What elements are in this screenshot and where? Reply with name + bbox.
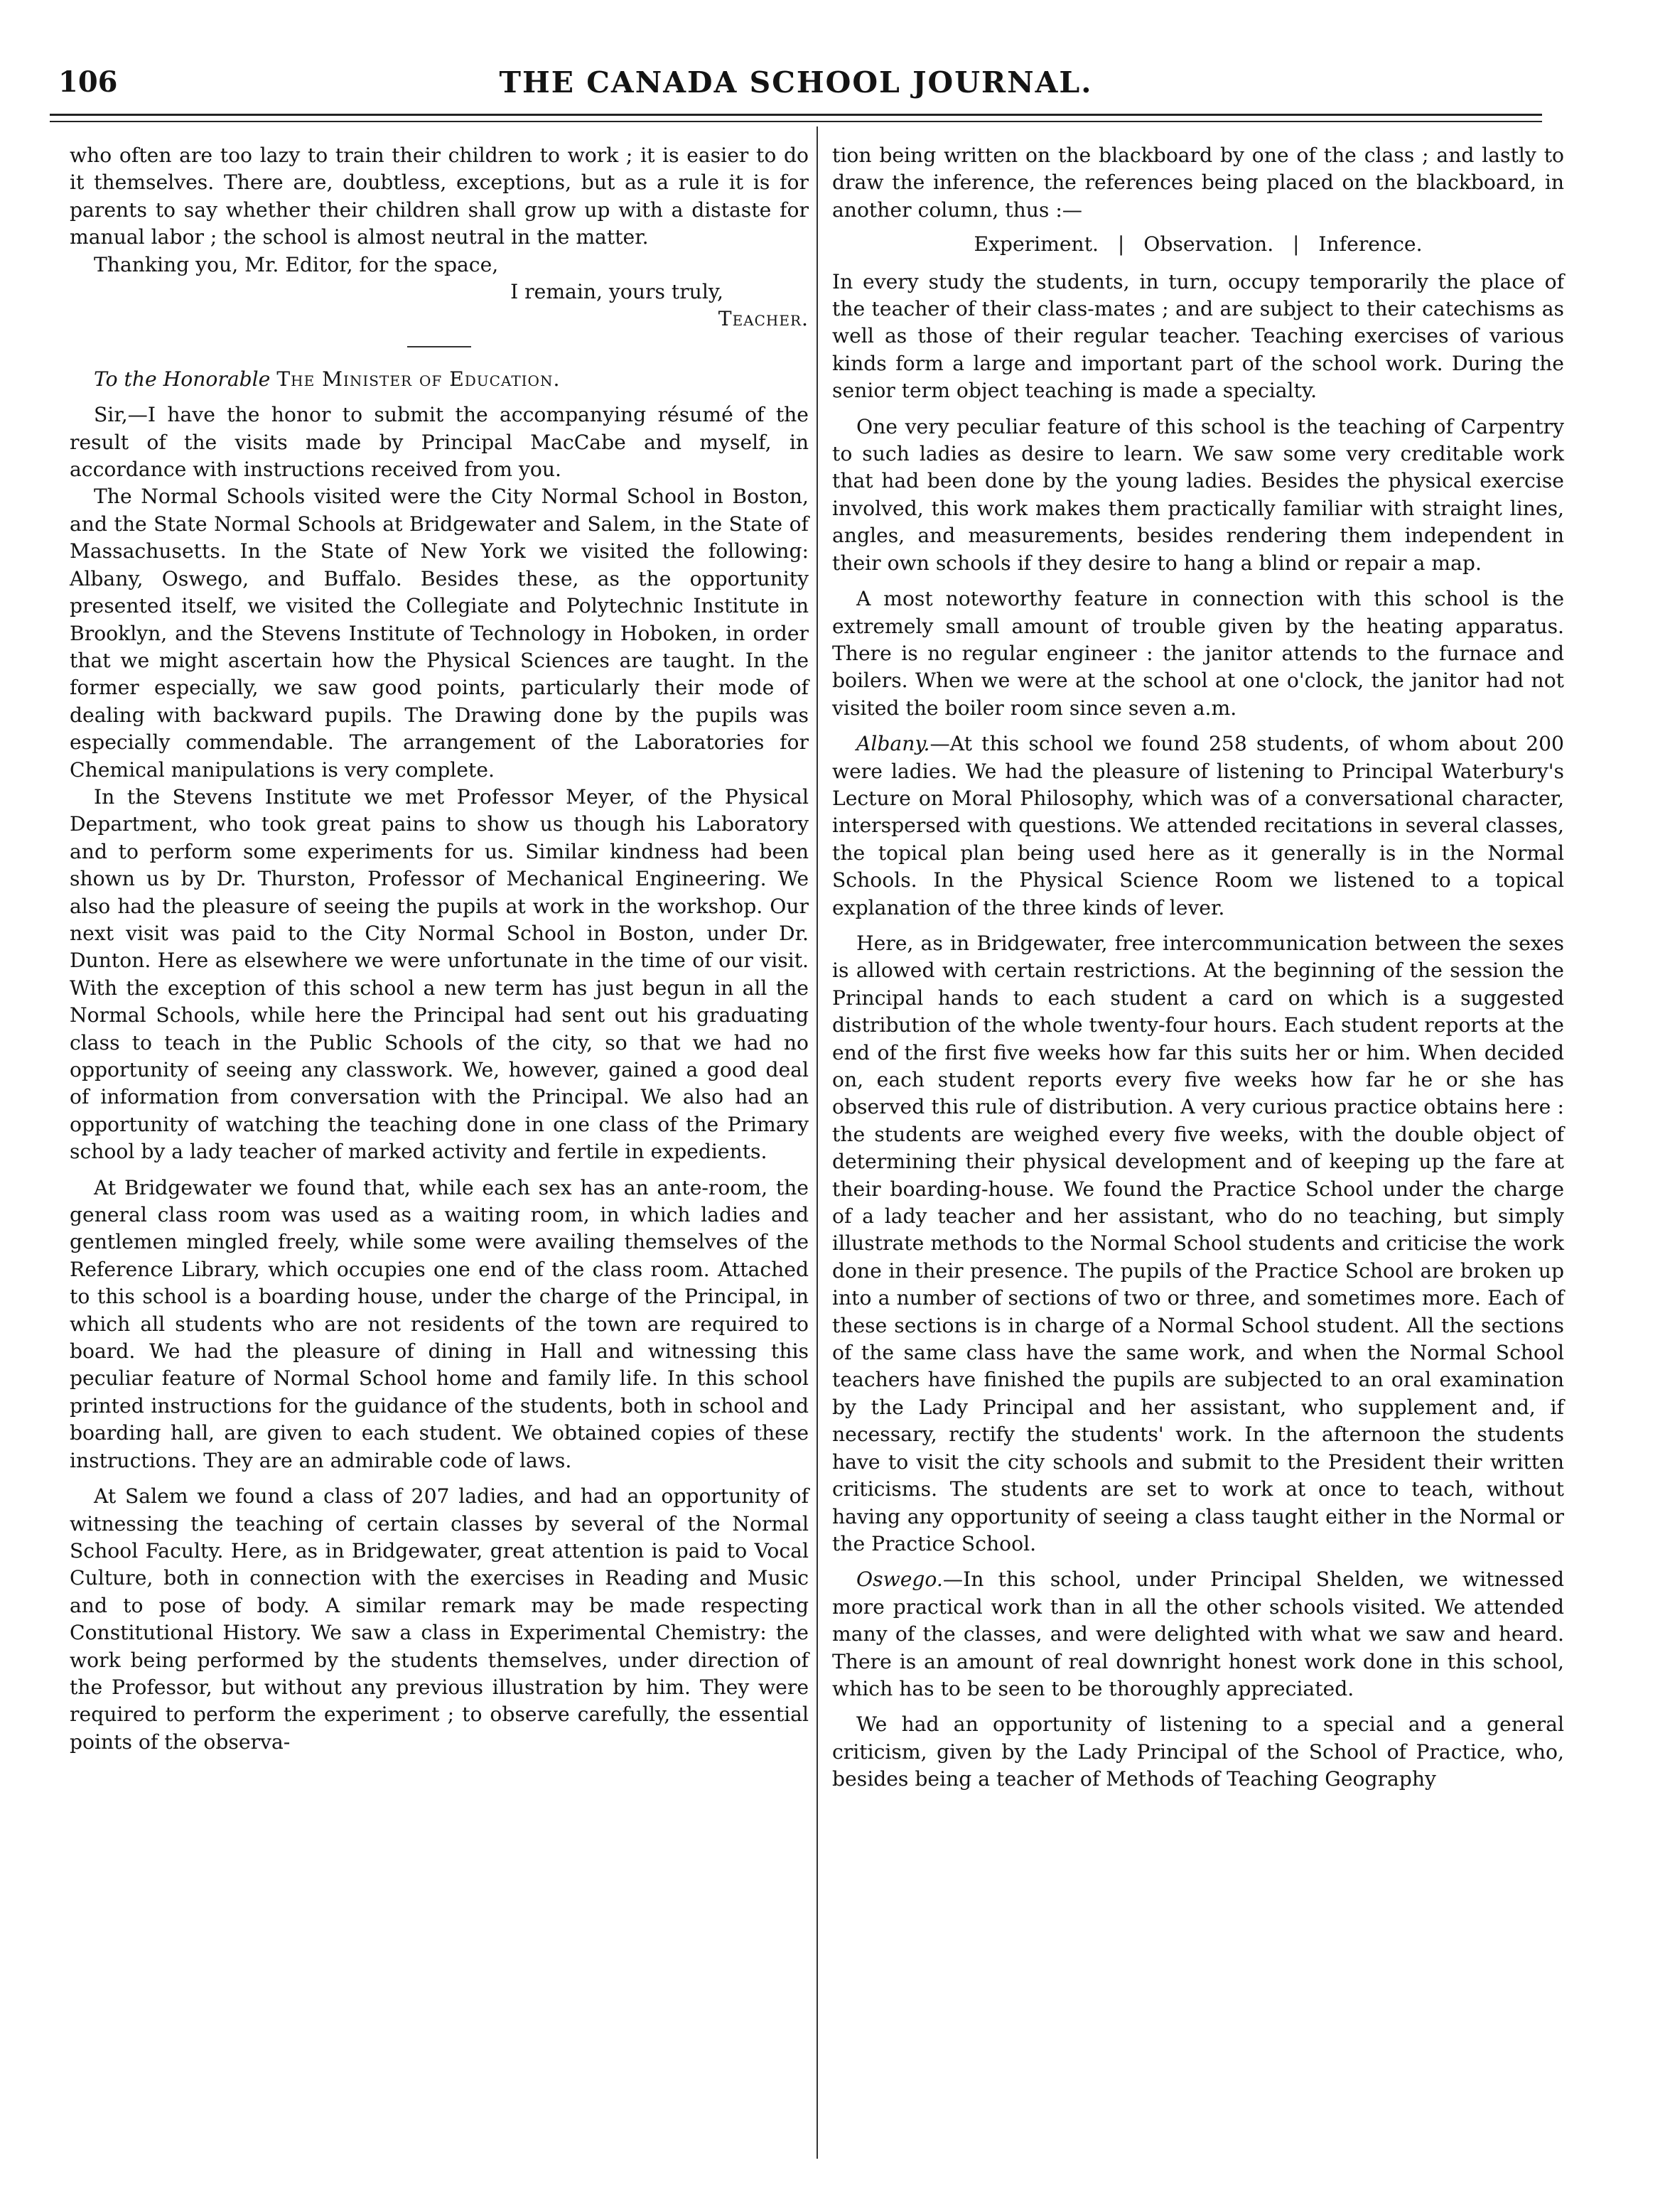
closing-thanks: Thanking you, Mr. Editor, for the space, bbox=[94, 252, 499, 276]
paragraph: In the Stevens Institute we met Professor Meyer, of the Physical Department, who took great pains to show us though his Laboratory and to perform some experiments for us. Similar kindness had been shown us by Dr. Thurston, Professor of Mechanical Engineering. We also had the pleasure of seeing the pupils at work in the workshop. Our next visit was paid to the City Normal School in Boston, under Dr. Dunton. Here as elsewhere we were unfortunate in the time of our visit. With the exception of this school a new term has just begun in all the Normal Schools, while here the Principal had sent out his graduating class to teach in the Public Schools of the city, so that we had no opportunity of seeing any classwork. We, however, gained a good deal of information from conversation with the Principal. We also had an opportunity of watching the teaching done in one class of the Primary school by a lady teacher of marked activity and fertile in expedients. bbox=[70, 784, 809, 1164]
right-column bbox=[832, 142, 1564, 1793]
experiment-table-heading: Experiment. | Observation. | Inference. bbox=[974, 232, 1423, 257]
paragraph: At Salem we found a class of 207 ladies, and had an opportunity of witnessing the teaching of certain classes by several of the Normal School Faculty. Here, as in Bridgewater, great attention is paid to Vocal Culture, both in connection with the exercises in Reading and Music and to pose of body. A similar remark may be made respecting Constitutional History. We saw a class in Experimental Chemistry: the work being performed by the students themselves, under direction of the Professor, but without any previous illustration by him. They were required to perform the experiment ; to observe carefully, the essential points of the observa- bbox=[70, 1484, 809, 1754]
paragraph: We had an opportunity of listening to a special and a general criticism, given by the Lady Principal of the School of Practice, who, besides being a teacher of Methods of Teaching Geography bbox=[832, 1712, 1564, 1791]
section-separator bbox=[407, 346, 471, 347]
address-italic: To the Honorable bbox=[94, 367, 271, 391]
paragraph: In every study the students, in turn, occupy temporarily the place of the teacher of their class-mates ; and are subject to their catechisms as well as those of their regular teacher. Teaching exercises of various kinds form a large and important part of the school work. During the senior term object teaching is made a specialty. bbox=[832, 269, 1564, 403]
paragraph: tion being written on the blackboard by one of the class ; and lastly to draw the inference, the references being placed on the blackboard, in another column, thus :— bbox=[832, 144, 1564, 222]
closing-remain: I remain, yours truly, bbox=[510, 280, 723, 304]
left-column bbox=[70, 142, 809, 1756]
paragraph-text: —In this school, under Principal Shelden, we witnessed more practical work than in all the other schools visited. We attended many of the classes, and were delighted with what we saw and heard. There is an amount of real downright honest work done in this school, which has to be seen to be thoroughly appreciated. bbox=[832, 1568, 1564, 1700]
column-divider bbox=[817, 126, 818, 2159]
paragraph bbox=[832, 730, 1564, 922]
paragraph: A most noteworthy feature in connection with this school is the extremely small amount of trouble given by the heating apparatus. There is no regular engineer : the janitor attends to the furnace and boilers. When we were at the school at one o'clock, the janitor had not visited the boiler room since seven a.m. bbox=[832, 587, 1564, 720]
journal-title: THE CANADA SCHOOL JOURNAL. bbox=[499, 65, 1093, 99]
paragraph-text: —At this school we found 258 students, of whom about 200 were ladies. We had the pleasure of listening to Principal Waterbury's Lecture on Moral Philosophy, which was of a conversational character, interspersed with questions. We attended recitations in several classes, the topical plan being used here as it generally is in the Normal Schools. In the Physical Science Room we listened to a topical explanation of the three kinds of lever. bbox=[832, 732, 1564, 919]
header-rule-thin bbox=[50, 121, 1542, 122]
paragraph: At Bridgewater we found that, while each sex has an ante-room, the general class room was used as a waiting room, in which ladies and gentlemen mingled freely, while some were availing themselves of the Reference Library, which occupies one end of the class room. Attached to this school is a boarding house, under the charge of the Principal, in which all students who are not residents of the town are required to board. We had the pleasure of dining in Hall and witnessing this peculiar feature of Normal School home and family life. In this school printed instructions for the guidance of the students, both in school and boarding hall, are given to each student. We obtained copies of these instructions. They are an admirable code of laws. bbox=[70, 1175, 809, 1472]
header-rule bbox=[50, 114, 1542, 116]
paragraph: Here, as in Bridgewater, free intercommunication between the sexes is allowed with certain restrictions. At the beginning of the session the Principal hands to each student a card on which is a suggested distribution of the whole twenty-four hours. Each student reports at the end of the first five weeks how far this suits her or him. When decided on, each student reports every five weeks how far he or she has observed this rule of distribution. A very curious practice obtains here : the students are weighed every five weeks, with the double object of determining their physical development and of keeping up the fare at their boarding-house. We found the Practice School under the charge of a lady teacher and her assistant, who do no teaching, but simply illustrate methods to the Normal School students and criticise the work done in their presence. The pupils of the Practice School are broken up into a number of sections of two or three, and sometimes more. Each of these sections is in charge of a Normal School student. All the sections of the same class have the same work, and when the Normal School teachers have finished the pupils are subjected to an oral examination by the Lady Principal and her assistant, who supplement and, if necessary, rectify the students' work. In the afternoon the students have to visit the city schools and submit to the President their written criticisms. The students are set to work at once to teach, without having any opportunity of seeing a class taught either in the Normal or the Practice School. bbox=[832, 931, 1564, 1555]
page-number: 106 bbox=[58, 65, 118, 99]
paragraph bbox=[832, 1566, 1564, 1703]
address-recipient: The Minister of Education. bbox=[276, 367, 561, 391]
place-heading: Oswego. bbox=[856, 1568, 943, 1592]
letter-address bbox=[70, 366, 809, 393]
paragraph: who often are too lazy to train their children to work ; it is easier to do it themselves. There are, doubtless, exceptions, but as a rule it is for parents to say whether their children shall grow up with a distaste for manual labor ; the school is almost neutral in the matter. bbox=[70, 144, 809, 249]
page-header bbox=[50, 65, 1542, 108]
place-heading: Albany. bbox=[856, 732, 930, 756]
paragraph: Sir,—I have the honor to submit the accompanying résumé of the result of the visits made by Principal MacCabe and myself, in accordance with instructions received from you. bbox=[70, 403, 809, 482]
paragraph: One very peculiar feature of this school is the teaching of Carpentry to such ladies as desire to learn. We saw some very creditable work that had been done by the young ladies. Besides the physical exercise involved, this work makes them practically familiar with straight lines, angles, and measurements, besides rendering them independent in their own schools if they desire to hang a blind or repair a map. bbox=[832, 414, 1564, 575]
letter-signature: Teacher. bbox=[718, 307, 809, 331]
paragraph: The Normal Schools visited were the City Normal School in Boston, and the State Normal Schools at Bridgewater and Salem, in the State of Massachusetts. In the State of New York we visited the following: Albany, Oswego, and Buffalo. Besides these, as the opportunity presented itself, we visited the Collegiate and Polytechnic Institute in Brooklyn, and the Stevens Institute of Technology in Hoboken, in order that we might ascertain how the Physical Sciences are taught. In the former especially, we saw good points, particularly their mode of dealing with backward pupils. The Drawing done by the pupils was especially commendable. The arrangement of the Laboratories for Chemical manipulations is very complete. bbox=[70, 485, 809, 782]
